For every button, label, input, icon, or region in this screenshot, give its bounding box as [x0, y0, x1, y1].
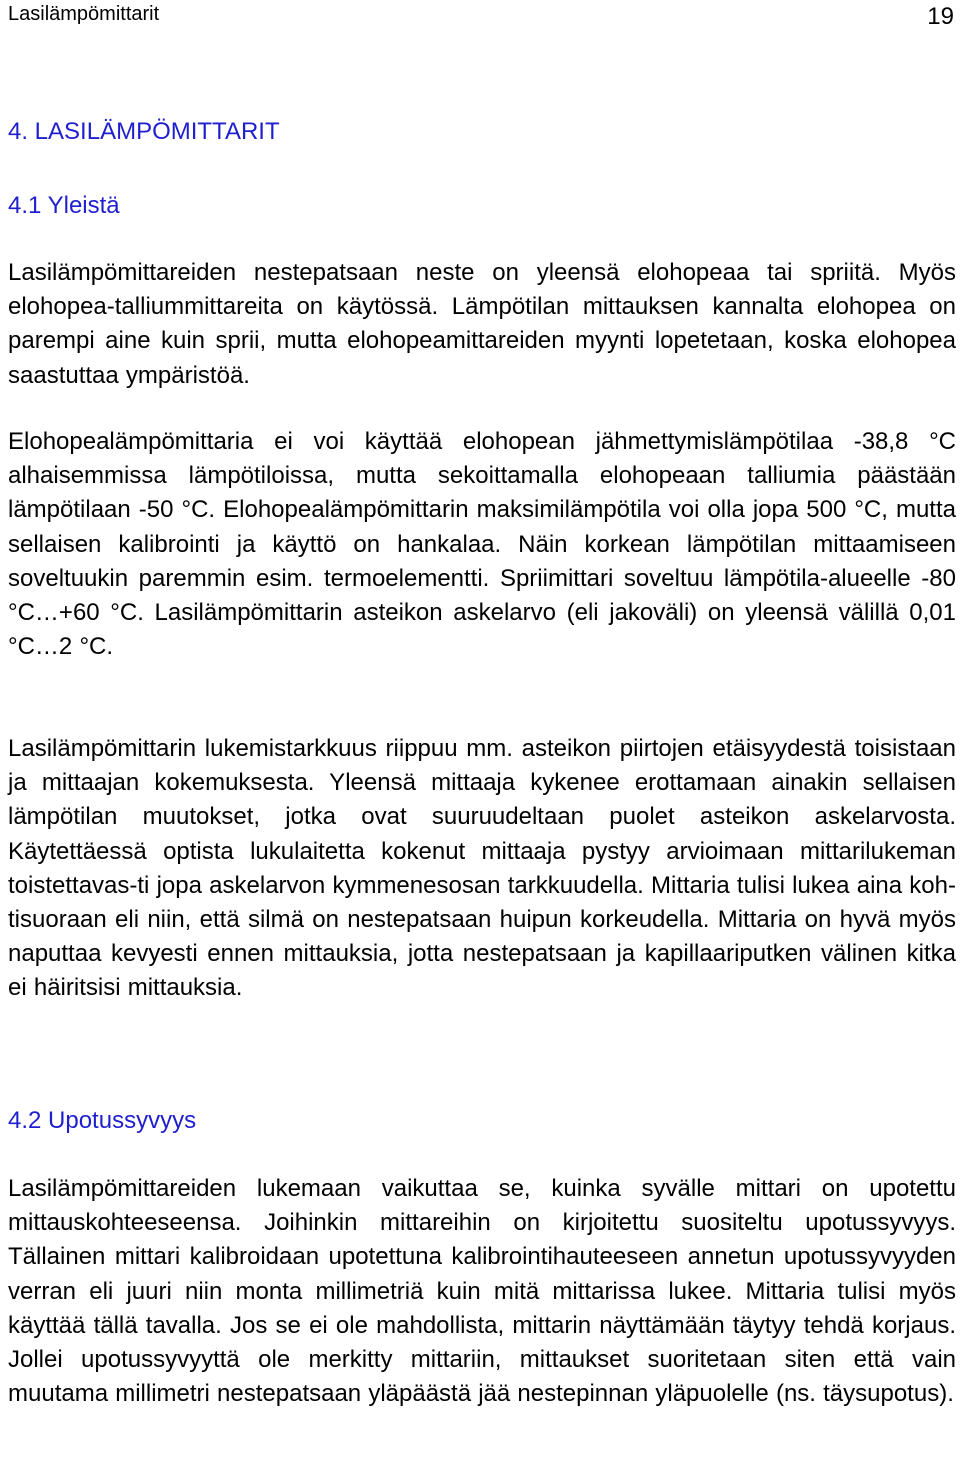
chapter-title: 4. LASILÄMPÖMITTARIT [8, 118, 280, 145]
page-header [8, 0, 956, 46]
running-title: Lasilämpömittarit [8, 3, 160, 25]
document-page [8, 0, 956, 1475]
paragraph-immersion-depth: Lasilämpömittareiden lukemaan vaikuttaa se, kuinka syvälle mittari on upotettu mittauskohteeseensa. Joihinkin mittareihin on kirjoitettu suositeltu upotussyvyys. Tällainen mittari kalibroidaan upotettuna kalibrointihauteeseen annetun upotussyvyyden verran eli juuri niin monta millimetriä kuin mitä mittarissa lukee. Mittaria tulisi myös käyttää tällä tavalla. Jos se ei ole mahdollista, mittarin näyttämään täytyy tehdä korjaus. Jollei upotussyvyyttä ole merkitty mittariin, mittaukset suoritetaan siten että vain muutama millimetri nestepatsaan yläpäästä jää nestepinnan yläpuolelle (ns. täysupotus). [8, 1175, 956, 1408]
page-number: 19 [927, 3, 954, 30]
paragraph-reading-accuracy: Lasilämpömittarin lukemistarkkuus riippuu mm. asteikon piirtojen etäisyydestä toisistaan ja mittaajan kokemuksesta. Yleensä mittaaja kykenee erottamaan ainakin sellaisen lämpötilan muutokset, jotka ovat suuruudeltaan puolet asteikon askelarvosta. Käytettäessä optista lukulaitetta kokenut mittaaja pystyy arvioimaan mittarilukeman toistettavas-ti jopa askelarvon kymmenesosan tarkkuudella. Mittaria tulisi lukea aina kohtisuoraan eli niin, että silmä on nestepatsaan huipun korkeudella. Mittaria on hyvä myös naputtaa kevyesti ennen mittauksia, jotta nestepatsaan ja kapillaariputken välinen kitka ei häiritsisi mittauksia. [8, 735, 956, 1002]
paragraph-liquid-types: Lasilämpömittareiden nestepatsaan neste on yleensä elohopeaa tai spriitä. Myös elohopea-talliummittareita on käytössä. Lämpötilan mittauksen kannalta elohopea on parempi aine kuin sprii, mutta elohopeamittareiden myynti lopetetaan, koska elohopea saastuttaa ympäristöä. [8, 259, 956, 389]
section-title-upotussyvyys: 4.2 Upotussyvyys [8, 1107, 197, 1134]
paragraph-temperature-limits: Elohopealämpömittaria ei voi käyttää elohopean jähmettymislämpötilaa -38,8 °C alhaisemmissa lämpötiloissa, mutta sekoittamalla elohopeaan talliumia päästään lämpötilaan -50 °C. Elohopealämpömittarin maksimilämpötila voi olla jopa 500 °C, mutta sellaisen kalibrointi ja käyttö on hankalaa. Näin korkean lämpötilan mittaamiseen soveltuukin paremmin esim. termoelementti. Spriimittari soveltuu lämpötila-alueelle -80 °C…+60 °C. Lasilämpömittarin asteikon askelarvo (eli jakoväli) on yleensä välillä 0,01 °C…2 °C. [8, 428, 956, 661]
section-title-yleista: 4.1 Yleistä [8, 192, 120, 219]
